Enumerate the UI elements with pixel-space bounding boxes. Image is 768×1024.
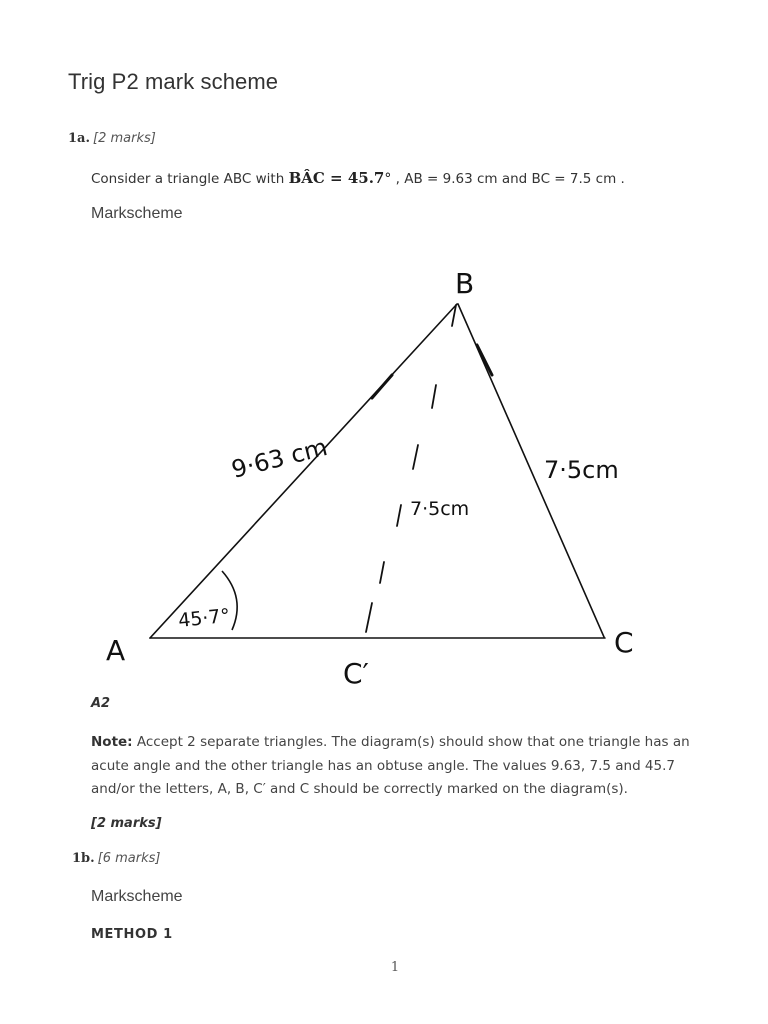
stem-prefix: Consider a triangle ABC with	[91, 171, 289, 187]
vertex-b-label: B	[455, 267, 475, 300]
vertex-c-prime-label: C′	[343, 657, 369, 690]
vertex-a-label: A	[106, 634, 126, 667]
question-1b-header	[72, 851, 161, 866]
stem-degree: °	[384, 171, 392, 187]
vertex-c-label: C	[614, 626, 634, 659]
question-marks: [2 marks]	[93, 131, 156, 146]
note-label: Note:	[91, 734, 133, 750]
markscheme-heading: Markscheme	[91, 205, 183, 222]
examiner-note	[91, 731, 691, 802]
side-bc-label: 7·5cm	[544, 456, 619, 484]
page-title: Trig P2 mark scheme	[68, 69, 279, 94]
question-marks: [6 marks]	[97, 851, 161, 866]
total-marks: [2 marks]	[91, 816, 162, 831]
pen-stroke	[477, 345, 492, 375]
page-number: 1	[390, 960, 400, 975]
side-ab	[150, 304, 457, 638]
award-code: A2	[91, 696, 111, 711]
question-number: 1a.	[68, 131, 90, 146]
question-number: 1b.	[72, 851, 95, 866]
stem-suffix: , AB = 9.63 cm and BC = 7.5 cm .	[391, 171, 625, 187]
side-bc-prime-label: 7·5cm	[410, 498, 470, 520]
stem-math: BÂC = 45.7	[288, 169, 385, 187]
note-text: Accept 2 separate triangles. The diagram(s) should show that one triangle has an acute angle and the other triangle has an obtuse angle. The values 9.63, 7.5 and 45.7 and/or the letters, A, B, C′ and C should be correctly marked on the diagram(s).	[91, 734, 690, 797]
pen-stroke	[372, 375, 392, 398]
markscheme-heading: Markscheme	[91, 888, 183, 905]
method-heading: METHOD 1	[91, 927, 173, 942]
angle-label: 45·7°	[177, 604, 232, 632]
side-ab-label: 9·63 cm	[228, 433, 331, 484]
